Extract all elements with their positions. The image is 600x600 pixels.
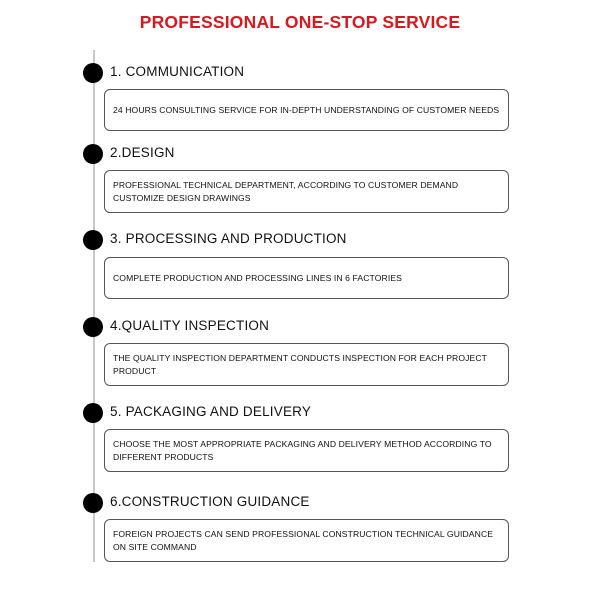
bullet-dot-icon — [83, 63, 103, 83]
bullet-dot-icon — [83, 317, 103, 337]
step-description-box — [104, 170, 509, 213]
step-description-box — [104, 519, 509, 562]
timeline-line — [93, 50, 95, 562]
step-description: PROFESSIONAL TECHNICAL DEPARTMENT, ACCORDING TO CUSTOMER DEMAND CUSTOMIZE DESIGN DRAWINGS — [113, 179, 459, 203]
step-title: 5. PACKAGING AND DELIVERY — [110, 404, 312, 419]
step-title: 2.DESIGN — [110, 145, 175, 160]
bullet-dot-icon — [83, 493, 103, 513]
step-title: 6.CONSTRUCTION GUIDANCE — [110, 494, 310, 509]
step-description: 24 HOURS CONSULTING SERVICE FOR IN-DEPTH UNDERSTANDING OF CUSTOMER NEEDS — [113, 104, 500, 115]
bullet-dot-icon — [83, 230, 103, 250]
step-description: THE QUALITY INSPECTION DEPARTMENT CONDUCTS INSPECTION FOR EACH PROJECT PRODUCT — [113, 352, 487, 376]
step-description-box — [104, 257, 509, 299]
page-title: PROFESSIONAL ONE-STOP SERVICE — [139, 12, 461, 32]
step-title: 4.QUALITY INSPECTION — [110, 318, 270, 333]
step-description: CHOOSE THE MOST APPROPRIATE PACKAGING AND DELIVERY METHOD ACCORDING TO DIFFERENT PRODUCTS — [113, 438, 492, 462]
bullet-dot-icon — [83, 144, 103, 164]
bullet-dot-icon — [83, 403, 103, 423]
step-title: 1. COMMUNICATION — [110, 64, 245, 79]
step-title: 3. PROCESSING AND PRODUCTION — [110, 231, 347, 246]
step-description-box — [104, 429, 509, 472]
step-description: FOREIGN PROJECTS CAN SEND PROFESSIONAL CONSTRUCTION TECHNICAL GUIDANCE ON SITE COMMAND — [113, 528, 494, 552]
step-description-box — [104, 89, 509, 131]
step-description: COMPLETE PRODUCTION AND PROCESSING LINES IN 6 FACTORIES — [113, 272, 402, 283]
step-description-box — [104, 343, 509, 386]
